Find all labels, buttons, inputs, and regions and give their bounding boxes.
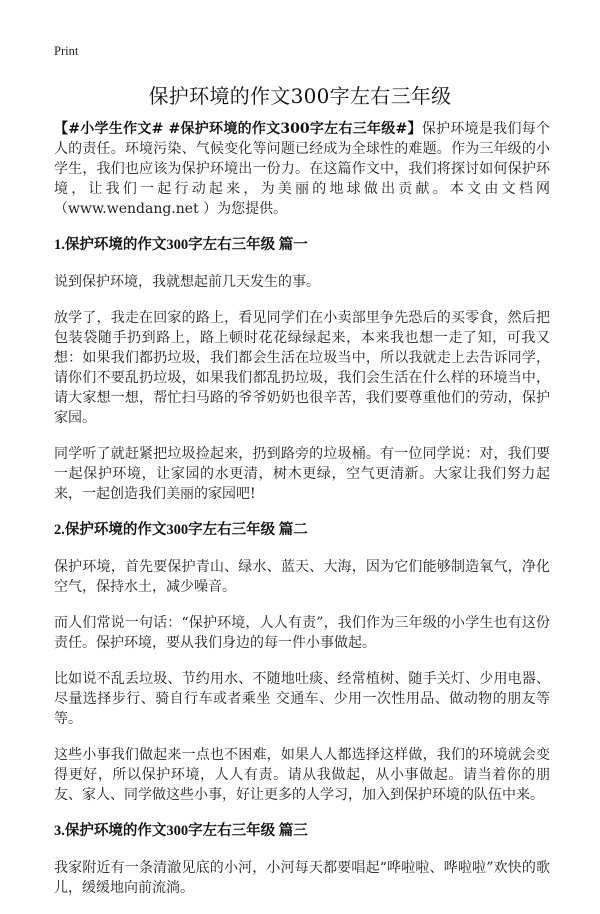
section-1-paragraph: 放学了，我走在回家的路上，看见同学们在小卖部里争先恐后的买零食，然后把包装袋随手扔到路上，路上顿时花花绿绿起来，本来我也想一走了知，可我又想：如果我们都扔垃圾，我们都会生活在垃圾当中，所以我就走上去告诉同学，请你们不要乱扔垃圾，如果我们都乱扔垃圾，我们会生活在什么样的环境当中，请大家想一想，帮忙扫马路的爷爷奶奶也很辛苦，我们要尊重他们的劳动，保护家园。	[54, 310, 550, 426]
article-tags: 【#小学生作文# #保护环境的作文300字左右三年级#】	[54, 121, 422, 137]
section-2-paragraph: 保护环境，首先要保护青山、绿水、蓝天、大海，因为它们能够制造氧气，净化空气，保持水土，减少噪音。	[54, 559, 550, 595]
section-heading-3: 3.保护环境的作文300字左右三年级 篇三	[54, 823, 308, 839]
section-1-paragraph: 说到保护环境，我就想起前几天发生的事。	[54, 274, 320, 290]
intro-paragraph	[54, 119, 550, 219]
section-2-paragraph: 比如说不乱丢垃圾、节约用水、不随地吐痰、经常植树、随手关灯、少用电器、尽量选择步行、骑自行车或者乘坐 交通车、少用一次性用品、做动物的朋友等等。	[54, 671, 550, 727]
intro-text: 保护环境是我们每个人的责任。环境污染、气候变化等问题已经成为全球性的难题。作为三年级的小学生，我们也应该为保护环境出一份力。在这篇作文中，我们将探讨如何保护环境，让我们一起行动起来，为美丽的地球做出贡献。本文由文档网（www.wendang.net ）为您提供。	[54, 121, 551, 217]
section-2-paragraph: 而人们常说一句话：“保护环境，人人有责”，我们作为三年级的小学生也有这份责任。保护环境，要从我们身边的每一件小事做起。	[54, 615, 550, 651]
section-1-paragraph: 同学听了就赶紧把垃圾捡起来，扔到路旁的垃圾桶。有一位同学说：对，我们要一起保护环境，让家园的水更清，树木更绿，空气更清新。大家让我们努力起来，一起创造我们美丽的家园吧!	[54, 446, 550, 502]
article-body	[54, 119, 550, 914]
section-2-paragraph: 这些小事我们做起来一点也不困难，如果人人都选择这样做，我们的环境就会变得更好，所以保护环境，人人有责。请从我做起，从小事做起。请当着你的朋友、家人、同学做这些小事，好让更多的人学习，加入到保护环境的队伍中来。	[54, 747, 550, 803]
section-heading-1: 1.保护环境的作文300字左右三年级 篇一	[54, 237, 308, 253]
section-3-paragraph: 我家附近有一条清澈见底的小河，小河每天都要唱起“哗啦啦、哗啦啦”欢快的歌儿，缓缓地向前流淌。	[54, 860, 550, 896]
page-title: 保护环境的作文300字左右三年级	[148, 84, 452, 108]
print-link[interactable]: Print	[54, 44, 79, 58]
section-heading-2: 2.保护环境的作文300字左右三年级 篇二	[54, 522, 308, 538]
